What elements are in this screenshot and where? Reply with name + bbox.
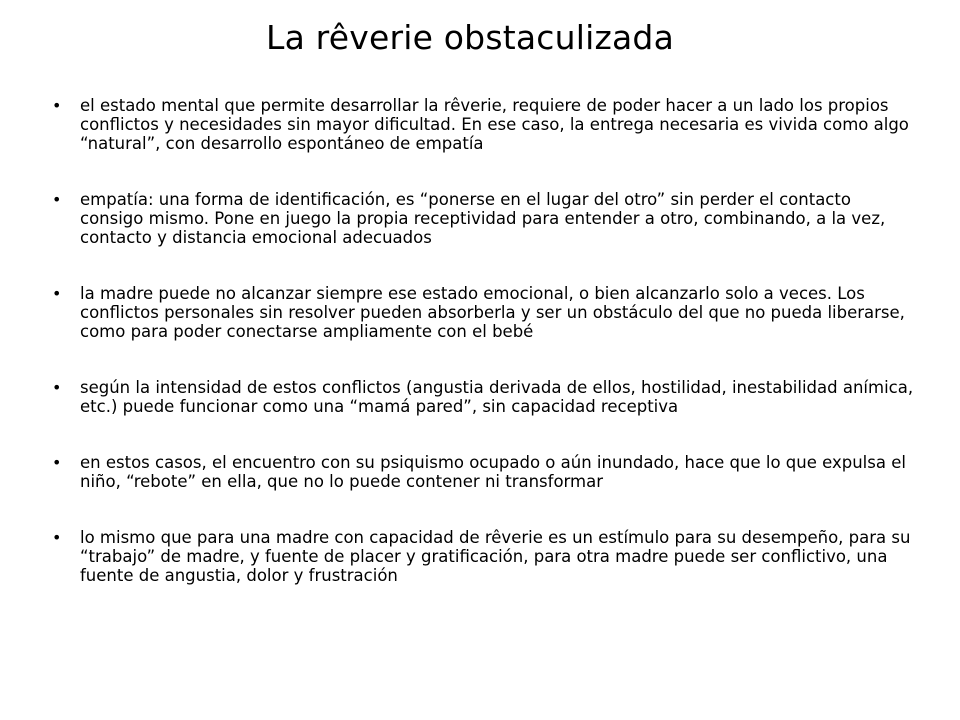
bullet-marker: • <box>52 96 62 115</box>
bullet-marker: • <box>52 453 62 472</box>
bullet-item <box>52 284 914 341</box>
bullet-item <box>52 453 914 491</box>
bullet-list <box>52 96 914 622</box>
bullet-item <box>52 190 914 247</box>
bullet-marker: • <box>52 284 62 303</box>
bullet-text: la madre puede no alcanzar siempre ese estado emocional, o bien alcanzarlo solo a veces. Los conflictos personales sin resolver pueden absorberla y ser un obstáculo del que no pueda liberarse, como para poder conectarse ampliamente con el bebé <box>80 284 905 341</box>
bullet-marker: • <box>52 190 62 209</box>
bullet-item <box>52 528 914 585</box>
bullet-text: empatía: una forma de identificación, es “ponerse en el lugar del otro” sin perder el contacto consigo mismo. Pone en juego la propia receptividad para entender a otro, combinando, a la vez, contacto y distancia emocional adecuados <box>80 190 886 247</box>
bullet-item <box>52 96 914 153</box>
bullet-text: lo mismo que para una madre con capacidad de rêverie es un estímulo para su desempeño, para su “trabajo” de madre, y fuente de placer y gratificación, para otra madre puede ser conflictivo, una fuente de angustia, dolor y frustración <box>80 528 911 585</box>
slide-title: La rêverie obstaculizada <box>265 18 674 57</box>
bullet-item <box>52 378 914 416</box>
bullet-text: según la intensidad de estos conflictos (angustia derivada de ellos, hostilidad, inestabilidad anímica, etc.) puede funcionar como una “mamá pared”, sin capacidad receptiva <box>80 378 914 416</box>
bullet-marker: • <box>52 528 62 547</box>
bullet-text: el estado mental que permite desarrollar la rêverie, requiere de poder hacer a un lado los propios conflictos y necesidades sin mayor dificultad. En ese caso, la entrega necesaria es vivida como algo “natural”, con desarrollo espontáneo de empatía <box>80 96 909 153</box>
bullet-marker: • <box>52 378 62 397</box>
bullet-text: en estos casos, el encuentro con su psiquismo ocupado o aún inundado, hace que lo que expulsa el niño, “rebote” en ella, que no lo puede contener ni transformar <box>80 453 906 491</box>
